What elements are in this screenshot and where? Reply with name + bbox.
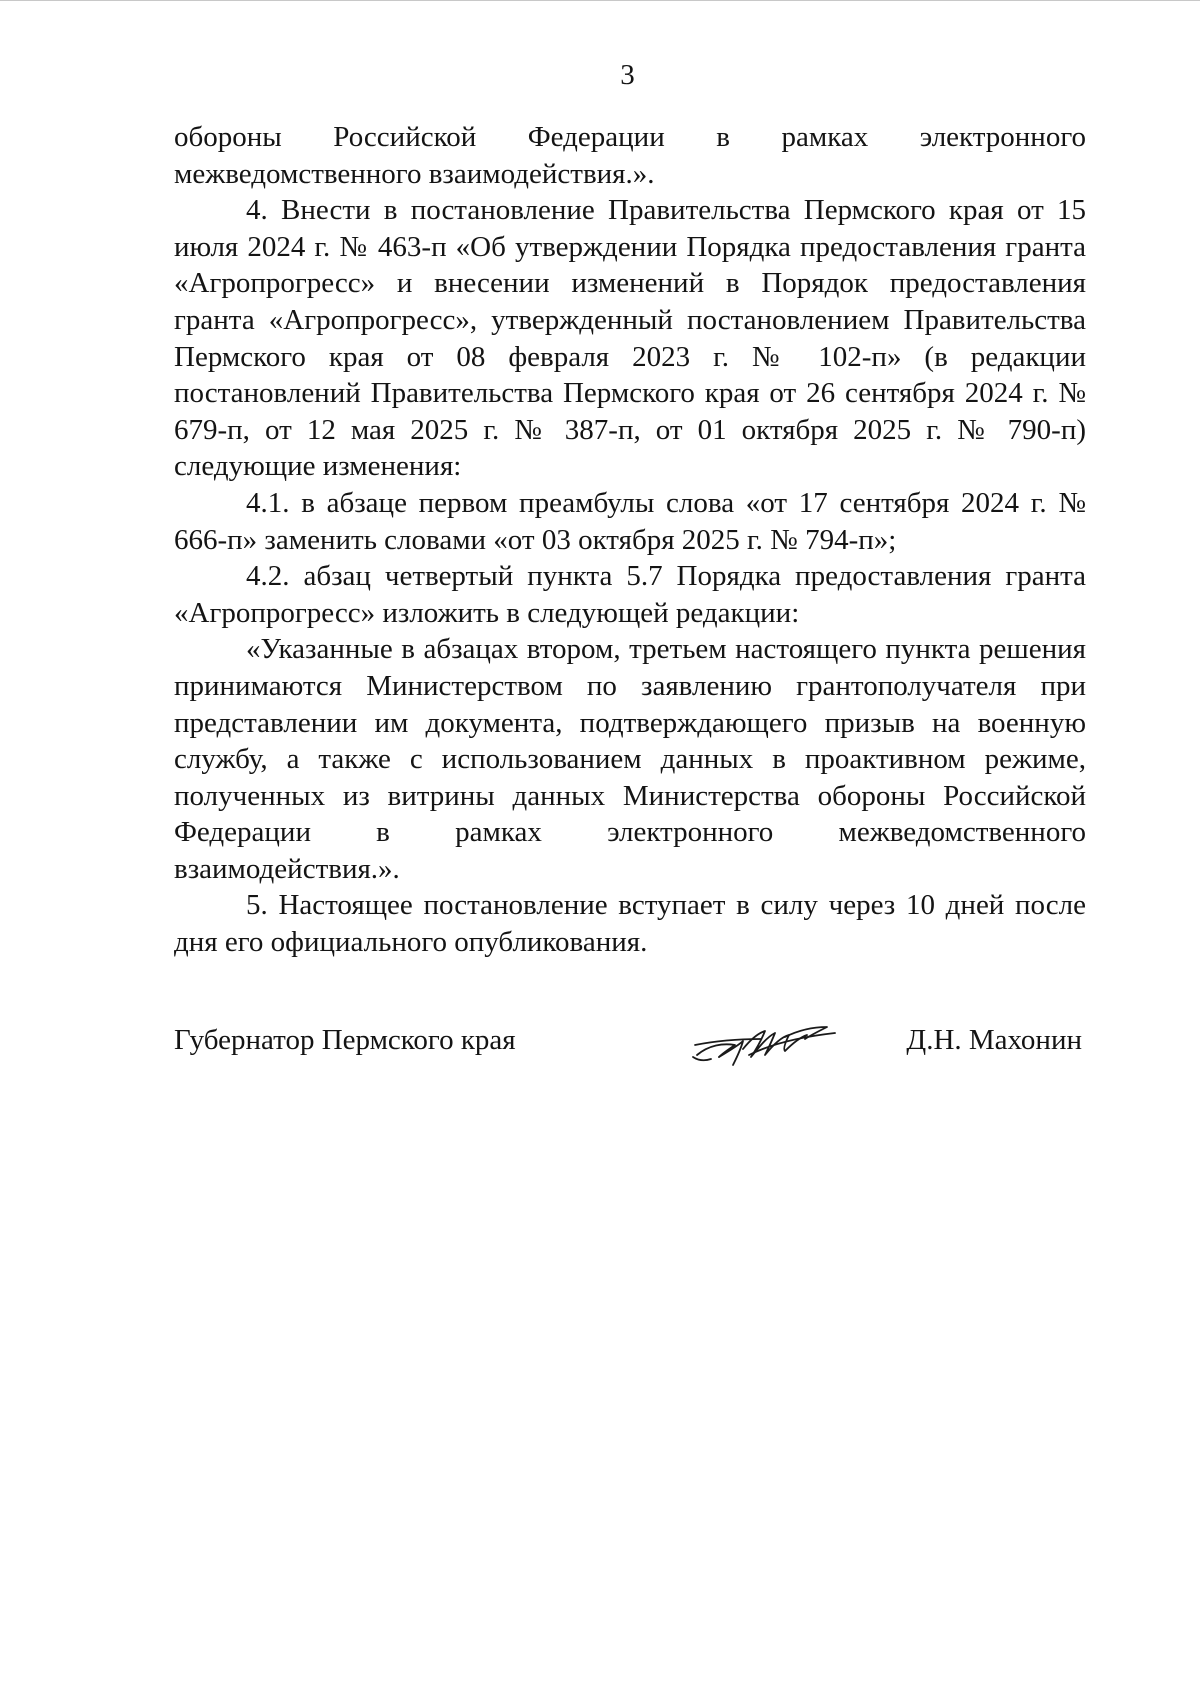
paragraph-item-4-1: 4.1. в абзаце первом преамбулы слова «от 17 сентября 2024 г. № 666-п» заменить словами «от 03 октября 2025 г. № 794-п»; [174, 486, 1086, 556]
paragraph-item-4-2: 4.2. абзац четвертый пункта 5.7 Порядка предоставления гранта «Агропрогресс» изложить в следующей редакции: [174, 560, 1086, 629]
document-body [174, 119, 1086, 961]
paragraph-item-4: 4. Внести в постановление Правительства Пермского края от 15 июля 2024 г. № 463-п «Об утверждении Порядка предоставления гранта «Агропрогресс» и внесении изменений в Порядок предоставления гранта «Агропрогресс», утвержденный постановлением Правительства Пермского края от 08 февраля 2023 г. № 102-п» (в редакции постановлений Правительства Пермского края от 26 сентября 2024 г. № 679-п, от 12 мая 2025 г. № 387-п, от 01 октября 2025 г. № 790-п) следующие изменения: [174, 194, 1086, 483]
paragraph-item-5: 5. Настоящее постановление вступает в силу через 10 дней после дня его официального опубликования. [174, 889, 1086, 959]
handwritten-signature [689, 1015, 839, 1073]
signer-position: Губернатор Пермского края [174, 1024, 516, 1056]
signature-block [174, 1019, 1084, 1079]
paragraph-continuation: обороны Российской Федерации в рамках электронного межведомственного взаимодействия.». [174, 121, 1086, 190]
page-number: 3 [620, 59, 635, 91]
paragraph-quoted-text: «Указанные в абзацах втором, третьем настоящего пункта решения принимаются Министерством по заявлению грантополучателя при представлении им документа, подтверждающего призыв на военную службу, а также с использованием данных в проактивном режиме, полученных из витрины данных Министерства обороны Российской Федерации в рамках электронного межведомственного взаимодействия.». [174, 633, 1086, 885]
signer-name: Д.Н. Махонин [906, 1024, 1082, 1056]
